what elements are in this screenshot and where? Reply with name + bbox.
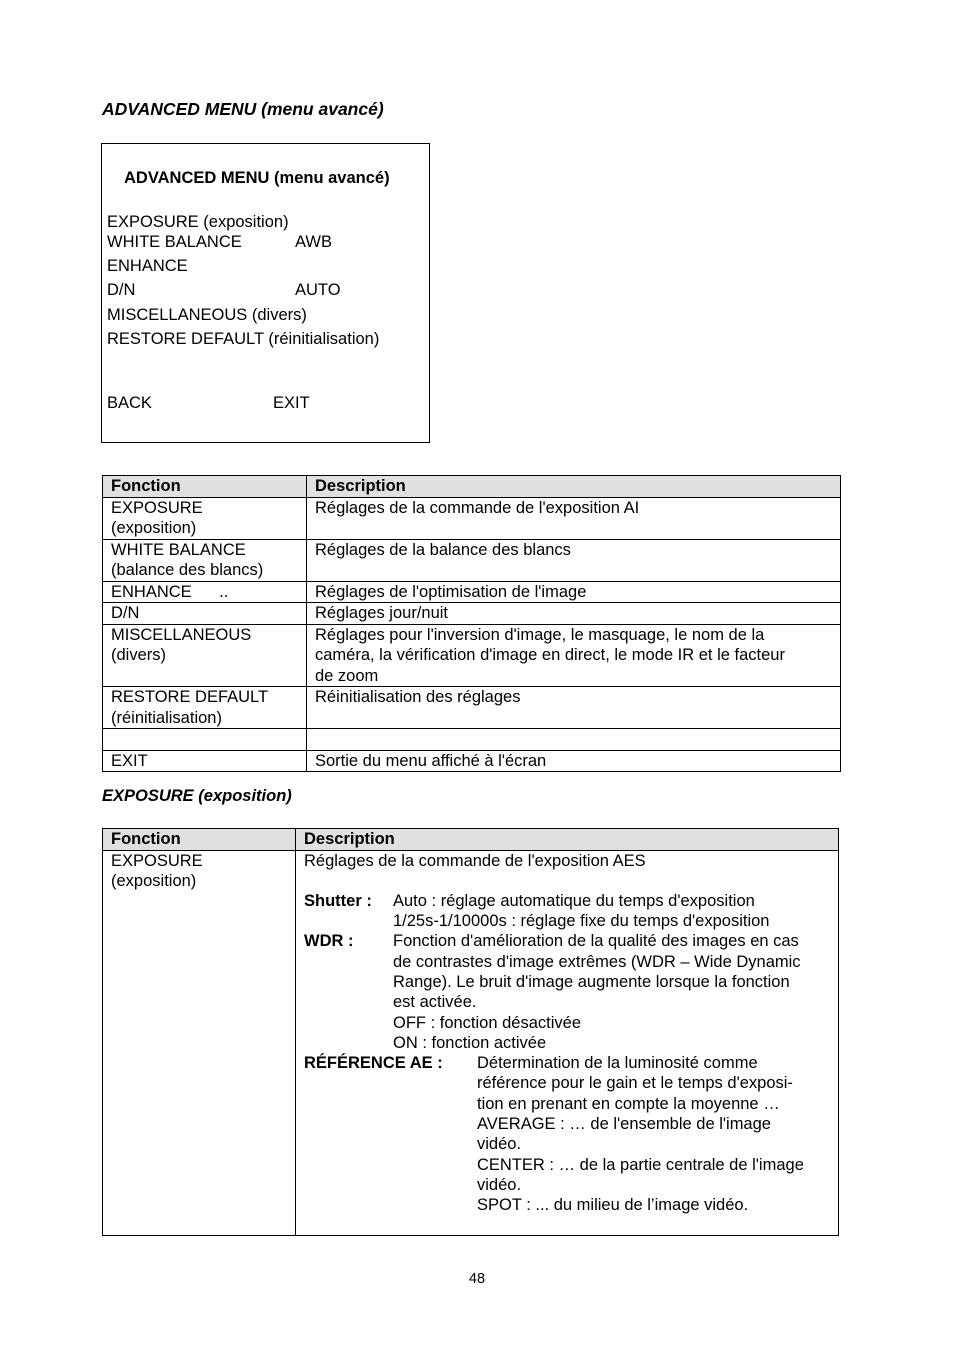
fn-cell [103,750,307,772]
advanced-menu-screen [101,143,430,443]
intro-text: Réglages de la commande de l'exposition AES [304,851,646,870]
desc-cell [307,497,841,539]
exposure-heading: EXPOSURE (exposition) [102,787,292,805]
table-row [103,850,839,1235]
desc-text: Réinitialisation des réglages [315,688,521,706]
page-number: 48 [468,1271,486,1287]
ref-ae-line: Détermination de la luminosité comme [477,1054,758,1073]
desc-cell [307,603,841,625]
menu-back: BACK [107,394,152,412]
desc-cell [307,624,841,687]
wdr-line: Fonction d'amélioration de la qualité des images en cas [393,932,799,951]
ref-ae-line: vidéo. [477,1175,522,1194]
fn-text: D/N [111,604,140,622]
fn-text: MISCELLANEOUS [111,625,252,644]
ref-ae-line: tion en prenant en compte la moyenne … [477,1094,780,1113]
menu-item-enhance: ENHANCE [107,257,188,275]
wdr-line: OFF : fonction désactivée [393,1013,582,1032]
table-header-row [103,829,839,851]
exposure-table [102,828,839,1236]
header-fonction: Fonction [103,476,307,498]
desc-text: Réglages jour/nuit [315,604,448,622]
shutter-label: Shutter : [304,891,372,910]
fn-text: (exposition) [111,872,197,890]
fn-text: WHITE BALANCE [111,540,246,559]
ref-ae-line: vidéo. [477,1135,522,1154]
menu-item-exposure: EXPOSURE (exposition) [107,213,289,231]
wdr-block [304,931,830,1053]
menu-item-miscellaneous: MISCELLANEOUS (divers) [107,306,307,324]
menu-title: ADVANCED MENU (menu avancé) [124,169,390,187]
fn-text: EXPOSURE [111,851,203,870]
wdr-line: de contrastes d'image extrêmes (WDR – Wide Dynamic [393,952,801,971]
ref-ae-line: CENTER : … de la partie centrale de l'image [477,1155,804,1174]
desc-text: de zoom [315,666,379,685]
fn-cell [103,581,307,603]
fn-text: (divers) [111,646,167,664]
wdr-line: Range). Le bruit d'image augmente lorsque la fonction [393,972,790,991]
table-row [103,603,841,625]
desc-text: Réglages de la balance des blancs [315,540,571,559]
desc-cell [307,750,841,772]
fn-cell [103,603,307,625]
table-row-empty [103,729,841,751]
ref-ae-label: RÉFÉRENCE AE : [304,1054,443,1073]
fn-cell [103,687,307,729]
desc-cell [307,539,841,581]
ref-ae-line: SPOT : ... du milieu de l’image vidéo. [477,1196,749,1215]
desc-text: Réglages de l'optimisation de l'image [315,582,587,601]
menu-value-dn: AUTO [295,281,341,299]
shutter-block [304,891,830,932]
shutter-line: 1/25s-1/10000s : réglage fixe du temps d'exposition [393,912,770,931]
desc-text: Sortie du menu affiché à l'écran [315,751,547,770]
menu-item-restore-default: RESTORE DEFAULT (réinitialisation) [107,330,380,348]
desc-cell [307,729,841,751]
fn-cell [103,497,307,539]
menu-exit: EXIT [273,394,310,412]
fn-cell [103,539,307,581]
wdr-line: est activée. [393,993,477,1012]
wdr-line: ON : fonction activée [393,1033,547,1052]
menu-value-white-balance: AWB [295,233,332,251]
menu-item-dn: D/N [107,281,136,299]
ref-ae-block [304,1053,830,1215]
fn-cell [103,850,296,1235]
table-row [103,539,841,581]
desc-text: caméra, la vérification d'image en direct, le mode IR et le facteur [315,646,785,664]
shutter-line: Auto : réglage automatique du temps d'exposition [393,891,755,910]
table-header-row [103,476,841,498]
desc-text: Réglages de la commande de l'exposition AI [315,498,640,517]
section-heading: ADVANCED MENU (menu avancé) [102,99,384,119]
desc-cell [307,687,841,729]
fn-text: RESTORE DEFAULT [111,688,269,706]
function-table [102,475,841,772]
table-row [103,624,841,687]
table-row [103,750,841,772]
table-row [103,497,841,539]
desc-cell [296,850,839,1235]
fn-text: EXPOSURE [111,498,203,517]
fn-text: EXIT [111,751,148,770]
header-description: Description [307,476,841,498]
desc-text: Réglages pour l'inversion d'image, le masquage, le nom de la [315,625,765,644]
fn-text: ENHANCE .. [111,582,229,601]
ref-ae-line: AVERAGE : … de l'ensemble de l'image [477,1115,771,1134]
table-row [103,581,841,603]
fn-text: (balance des blancs) [111,561,264,579]
fn-cell [103,624,307,687]
header-fonction: Fonction [103,829,296,851]
ref-ae-line: référence pour le gain et le temps d'exposi- [477,1074,793,1093]
menu-item-white-balance: WHITE BALANCE [107,233,242,251]
wdr-label: WDR : [304,932,354,951]
header-description: Description [296,829,839,851]
desc-cell [307,581,841,603]
fn-text: (exposition) [111,519,197,537]
fn-text: (réinitialisation) [111,708,222,727]
table-row [103,687,841,729]
fn-cell [103,729,307,751]
